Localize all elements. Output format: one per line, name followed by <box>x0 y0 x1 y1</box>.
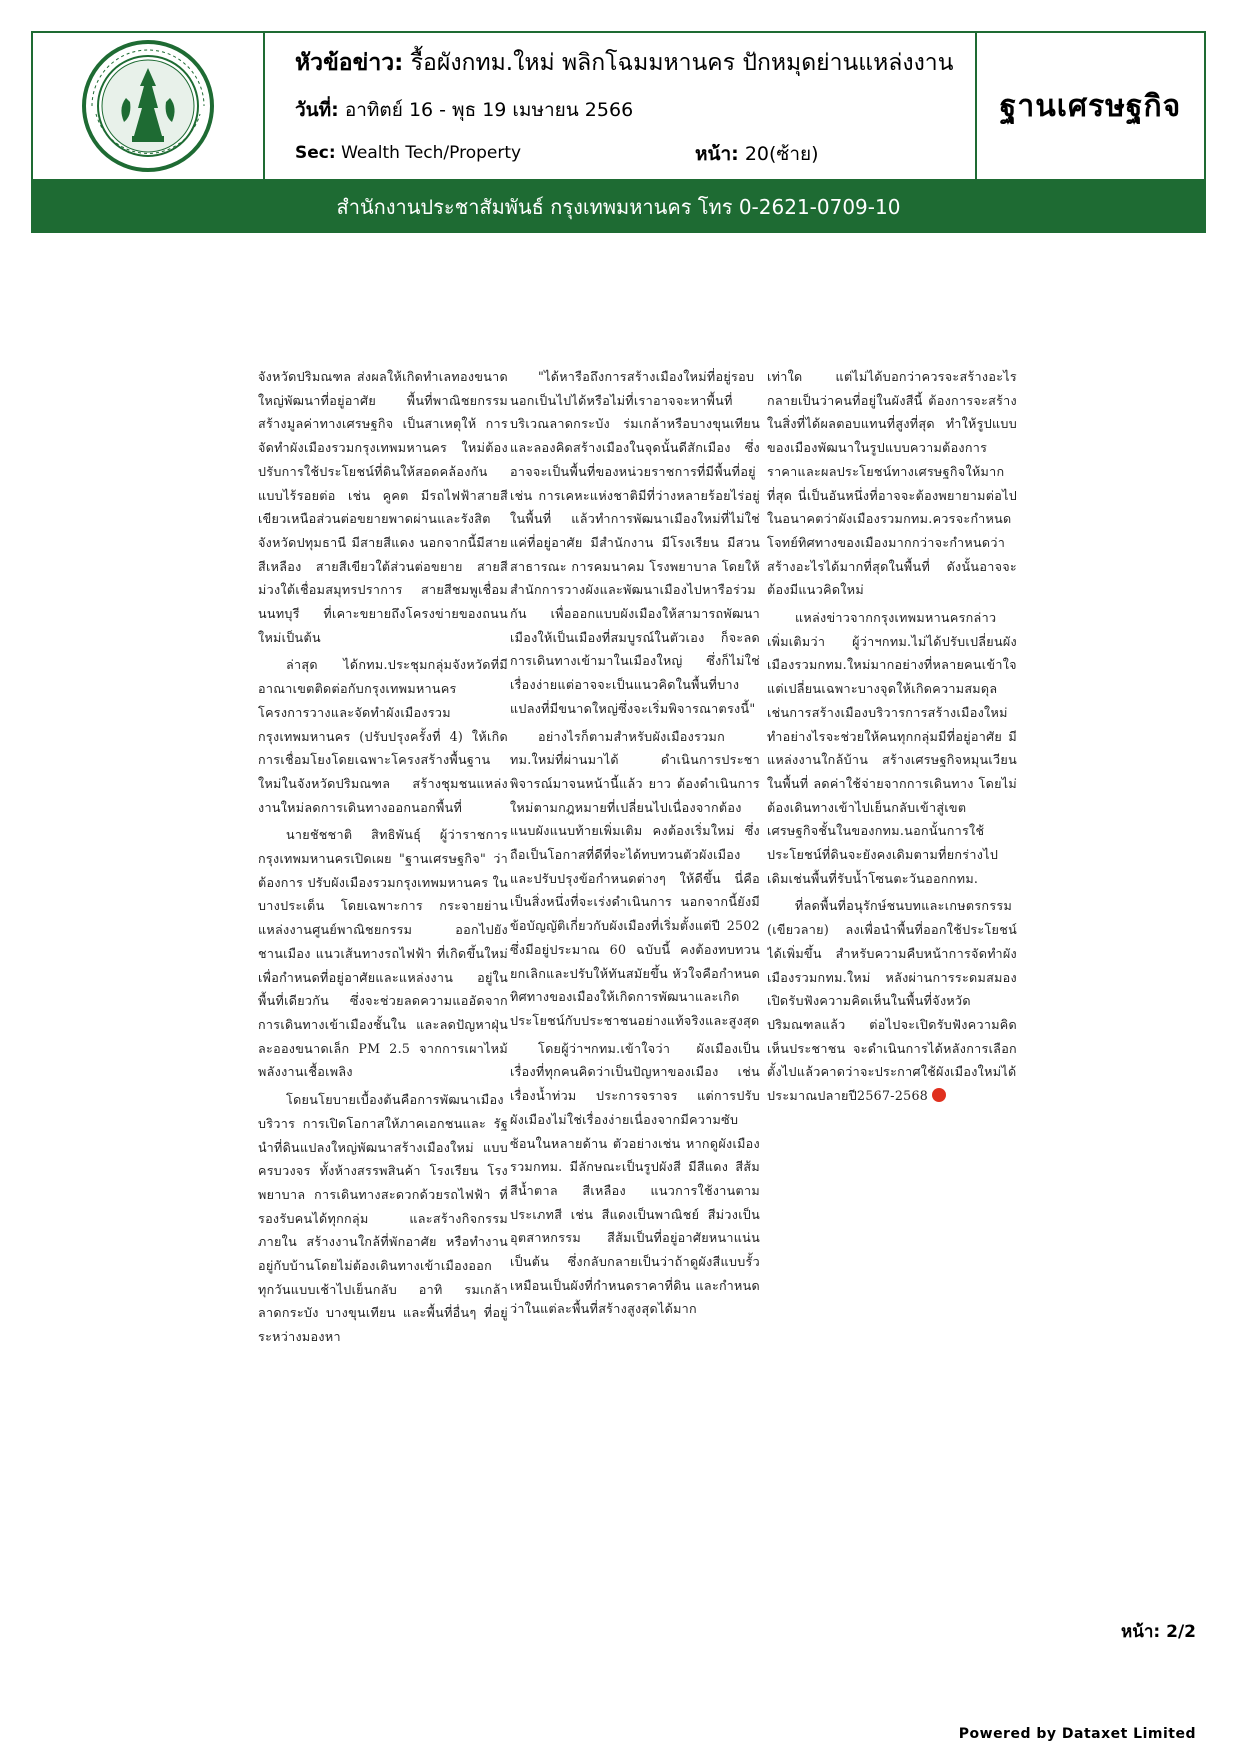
paragraph: อย่างไรก็ตามสำหรับผังเมืองรวมกทม.ใหม่ที่ผ่านมาได้ ดำเนินการประชาพิจารณ์มาจนหน้านี้แล้ว ยาว ต้องดำเนินการใหม่ตามกฎหมายที่เปลี่ยนไปเนื่องจากต้องแนบผังแนบท้ายเพิ่มเติม คงต้องเริ่มใหม่ ซึ่งถือเป็นโอกาสที่ดีที่จะได้ทบทวนตัวผังเมืองและปรับปรุงข้อกำหนดต่างๆ ให้ดีขึ้น นี่คือเป็นสิ่งหนึ่งที่จะเร่งดำเนินการ นอกจากนี้ยังมีข้อบัญญัติเกี่ยวกับผังเมืองที่เริ่มตั้งแต่ปี 2502 ซึ่งมีอยู่ประมาณ 60 ฉบับนี้ คงต้องทบทวน ยกเลิกและปรับให้ทันสมัยขึ้น หัวใจคือกำหนดทิศทางของเมืองให้เกิดการพัฒนาและเกิดประโยชน์กับประชาชนอย่างแท้จริงและสูงสุด <box>510 728 760 1028</box>
logo-cell <box>33 33 265 179</box>
paragraph: "ได้หารือถึงการสร้างเมืองใหม่ที่อยู่รอบนอกเป็นไปได้หรือไม่ที่เราอาจจะหาพื้นที่บริเวณลาดกระบัง ร่มเกล้าหรือบางขุนเทียน และลองคิดสร้างเมืองในจุดนั้นดีสักเมือง ซึ่งอาจจะเป็นพื้นที่ของหน่วยราชการที่มีพื้นที่อยู่ เช่น การเคหะแห่งชาติมีที่ว่างหลายร้อยไร่อยู่ในพื้นที่ แล้วทำการพัฒนาเมืองใหม่ที่ไม่ใช่แค่ที่อยู่อาศัย มีสำนักงาน มีโรงเรียน มีสวนสาธารณะ การคมนาคม โรงพยาบาล โดยให้สำนักการวางผังและพัฒนาเมืองไปหารือร่วมกัน เพื่อออกแบบผังเมืองให้สามารถพัฒนาเมืองให้เป็นเมืองที่สมบูรณ์ในตัวเอง ก็จะลดการเดินทางเข้ามาในเมืองใหญ่ ซึ่งก็ไม่ใช่เรื่องง่ายแต่อาจจะเป็นแนวคิดในพื้นที่บางแปลงที่มีขนาดใหญ่ซึ่งจะเริ่มพิจารณาตรงนี้" <box>510 369 760 716</box>
page-line <box>695 139 819 169</box>
article-column-1 <box>258 365 508 1560</box>
clipping-header <box>31 31 1206 181</box>
article-column-2 <box>510 365 760 1560</box>
contact-banner <box>31 181 1206 233</box>
paragraph: เท่าใด แต่ไม่ได้บอกว่าควรจะสร้างอะไร กลายเป็นว่าคนที่อยู่ในผังสีนี้ ต้องการจะสร้างในสิ่งที่ได้ผลตอบแทนที่สูงที่สุด ทำให้รูปแบบของเมืองพัฒนาในรูปแบบความต้องการราคาและผลประโยชน์ทางเศรษฐกิจให้มากที่สุด นี่เป็นอันหนึ่งที่อาจจะต้องพยายามต่อไปในอนาคตว่าผังเมืองรวมกทม.ควรจะกำหนดโจทย์ทิศทางของเมืองมากกว่าจะกำหนดว่าสร้างอะไรได้มากที่สุดในพื้นที่ ดังนั้นอาจจะต้องมีแนวคิดใหม่ <box>767 369 1017 598</box>
article-column-3 <box>767 365 1017 1560</box>
dateline <box>295 95 633 125</box>
page-text: 20(ซ้าย) <box>744 143 819 165</box>
paragraph <box>767 894 1017 1107</box>
headline-text: รื้อผังกทม.ใหม่ พลิกโฉมมหานคร ปักหมุดย่านแหล่งงาน <box>410 50 954 76</box>
contact-banner-text: สำนักงานประชาสัมพันธ์ กรุงเทพมหานคร โทร 0-2621-0709-10 <box>336 195 901 219</box>
headline <box>295 45 953 81</box>
page-number-value: 2/2 <box>1166 1622 1196 1642</box>
end-marker-icon <box>932 1088 946 1102</box>
section-line <box>295 143 521 163</box>
bangkok-city-seal-icon <box>78 36 218 176</box>
page-number-label: หน้า: <box>1121 1622 1161 1642</box>
section-text: Wealth Tech/Property <box>341 143 522 163</box>
page-number <box>1121 1618 1196 1645</box>
paragraph-text: ที่ลดพื้นที่อนุรักษ์ชนบทและเกษตรกรรม (เขียวลาย) ลงเพื่อนำพื้นที่ออกใช้ประโยชน์ได้เพิ่มขึ้น สำหรับความคืบหน้าการจัดทำผังเมืองรวมกทม.ใหม่ หลังผ่านการระดมสมองเปิดรับฟังความคิดเห็นในพื้นที่จังหวัดปริมณฑลแล้ว ต่อไปจะเปิดรับฟังความคิดเห็นประชาชน จะดำเนินการได้หลังการเลือกตั้งไปแล้วคาดว่าจะประกาศใช้ผังเมืองใหม่ได้ประมาณปลายปี2567-2568 <box>767 898 1017 1104</box>
headline-info-cell <box>265 33 977 179</box>
paragraph: โดยนโยบายเบื้องต้นคือการพัฒนาเมืองบริวาร การเปิดโอกาสให้ภาคเอกชนและ รัฐนำที่ดินแปลงใหญ่พัฒนาสร้างเมืองใหม่ แบบครบวงจร ทั้งห้างสรรพสินค้า โรงเรียน โรงพยาบาล การเดินทางสะดวกด้วยรถไฟฟ้า ที่รองรับคนได้ทุกกลุ่ม และสร้างกิจกรรมภายใน สร้างงานใกล้ที่พักอาศัย หรือทำงานอยู่กับบ้านโดยไม่ต้องเดินทางเข้าเมืองออกทุกวันแบบเช้าไปเย็นกลับ อาทิ รมเกล้า ลาดกระบัง บางขุนเทียน และพื้นที่อื่นๆ ที่อยู่ระหว่างมองหา <box>258 1092 508 1345</box>
paragraph: โดยผู้ว่าฯกทม.เข้าใจว่า ผังเมืองเป็นเรื่องที่ทุกคนคิดว่าเป็นปัญหาของเมือง เช่น เรื่องน้ำท่วม ประการจราจร แต่การปรับผังเมืองไม่ใช่เรื่องง่ายเนื่องจากมีความซับซ้อนในหลายด้าน ตัวอย่างเช่น หากดูผังเมืองรวมกทม. มีลักษณะเป็นรูปผังสี มีสีแดง สีส้ม สีน้ำตาล สีเหลือง แนวการใช้งานตามประเภทสี เช่น สีแดงเป็นพาณิชย์ สีม่วงเป็นอุตสาหกรรม สีส้มเป็นที่อยู่อาศัยหนาแน่น เป็นต้น ซึ่งกลับกลายเป็นว่าถ้าดูผังสีแบบรั้วเหมือนเป็นผังที่กำหนดราคาที่ดิน และกำหนดว่าในแต่ละพื้นที่สร้างสูงสุดได้มาก <box>510 1040 760 1317</box>
date-label: วันที่: <box>295 99 339 121</box>
date-text: อาทิตย์ 16 - พุธ 19 เมษายน 2566 <box>344 99 634 121</box>
paragraph: นายชัชชาติ สิทธิพันธุ์ ผู้ว่าราชการกรุงเทพมหานครเปิดเผย "ฐานเศรษฐกิจ" ว่า ต้องการ ปรับผังเมืองรวมกรุงเทพมหานคร ในบางประเด็น โดยเฉพาะการ กระจายย่านแหล่งงานศูนย์พาณิชยกรรม ออกไปยังชานเมือง แนวเส้นทางรถไฟฟ้า ที่เกิดขึ้นใหม่ เพื่อกำหนดที่อยู่อาศัยและแหล่งงาน อยู่ในพื้นที่เดียวกัน ซึ่งจะช่วยลดความแออัดจากการเดินทางเข้าเมืองชั้นใน และลดปัญหาฝุ่นละอองขนาดเล็ก PM 2.5 จากการเผาไหม้พลังงานเชื้อเพลิง <box>258 827 508 1080</box>
section-label: Sec: <box>295 143 336 163</box>
paragraph: จังหวัดปริมณฑล ส่งผลให้เกิดทำเลทองขนาดใหญ่พัฒนาที่อยู่อาศัย พื้นที่พาณิชยกรรม สร้างมูลค่าทางเศรษฐกิจ เป็นสาเหตุให้ การจัดทำผังเมืองรวมกรุงเทพมหานคร ใหม่ต้องปรับการใช้ประโยชน์ที่ดินให้สอดคล้องกันแบบไร้รอยต่อ เช่น คูคต มีรถไฟฟ้าสายสีเขียวเหนือส่วนต่อขยายพาดผ่านและรังสิต จังหวัดปทุมธานี มีสายสีแดง นอกจากนี้มีสายสีเหลือง สายสีเขียวใต้ส่วนต่อขยาย สายสีม่วงใต้เชื่อมสมุทรปราการ สายสีชมพูเชื่อมนนทบุรี ที่เคาะขยายถึงโครงข่ายของถนนใหม่เป็นต้น <box>258 369 508 645</box>
page-label: หน้า: <box>695 143 739 165</box>
headline-label: หัวข้อข่าว: <box>295 50 404 76</box>
newspaper-brand: ฐานเศรษฐกิจ <box>999 88 1182 124</box>
paragraph: ล่าสุด ได้กทม.ประชุมกลุ่มจังหวัดที่มีอาณาเขตติดต่อกับกรุงเทพมหานครโครงการวางและจัดทำผังเมืองรวมกรุงเทพมหานคร (ปรับปรุงครั้งที่ 4) ให้เกิดการเชื่อมโยงโดยเฉพาะโครงสร้างพื้นฐานใหม่ในจังหวัดปริมณฑล สร้างชุมชนแหล่งงานใหม่ลดการเดินทางออกนอกพื้นที่ <box>258 657 508 815</box>
paragraph: แหล่งข่าวจากกรุงเทพมหานครกล่าวเพิ่มเติมว่า ผู้ว่าฯกทม.ไม่ได้ปรับเปลี่ยนผังเมืองรวมกทม.ใหม่มากอย่างที่หลายคนเข้าใจแต่เปลี่ยนเฉพาะบางจุดให้เกิดความสมดุลเช่นการสร้างเมืองบริวารการสร้างเมืองใหม่ ทำอย่างไรจะช่วยให้คนทุกกลุ่มมีที่อยู่อาศัย มีแหล่งงานใกล้บ้าน สร้างเศรษฐกิจหมุนเวียนในพื้นที่ ลดค่าใช้จ่ายจากการเดินทาง โดยไม่ต้องเดินทางเข้าไปเย็นกลับเข้าสู่เขตเศรษฐกิจชั้นในของกทม.นอกนั้นการใช้ประโยชน์ที่ดินจะยังคงเดิมตามที่ยกร่างไปเดิมเช่นพื้นที่รับน้ำโซนตะวันออกกทม. <box>767 610 1017 886</box>
powered-by: Powered by Dataxet Limited <box>958 1726 1196 1742</box>
brand-cell <box>977 33 1204 179</box>
